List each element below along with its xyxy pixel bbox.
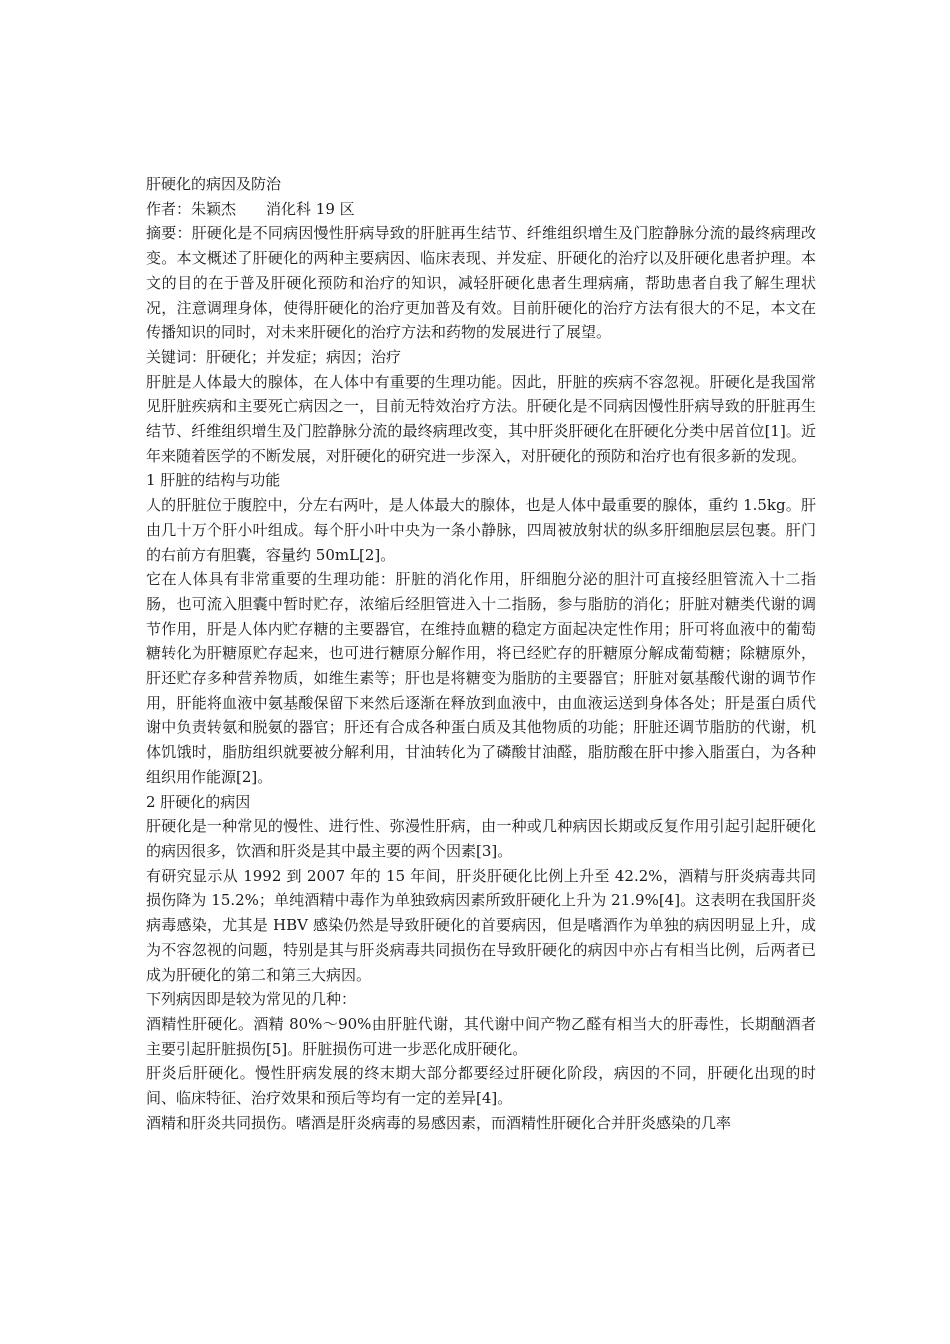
statistics-paragraph: 有研究显示从 1992 到 2007 年的 15 年间，肝炎肝硬化比例上升至 42.2%，酒精与肝炎病毒共同损伤降为 15.2%；单纯酒精中毒作为单独致病因素所致肝硬化上升为 21.9%[4]。这表明在我国肝炎病毒感染，尤其是 HBV 感染仍然是导致肝硬化的首要病因，但是嗜酒作为单独的病因明显上升，成为不容忽视的问题，特别是其与肝炎病毒共同损伤在导致肝硬化的病因中亦占有相当比例，后两者已成为肝硬化的第二和第三大病因。 — [146, 866, 816, 984]
author-name: 作者：朱颖杰 — [146, 199, 237, 218]
causes-intro-paragraph: 下列病因即是较为常见的几种： — [146, 990, 357, 1009]
cirrhosis-definition-paragraph: 肝硬化是一种常见的慢性、进行性、弥漫性肝病，由一种或几种病因长期或反复作用引起引起肝硬化的病因很多，饮酒和肝炎是其中最主要的两个因素[3]。 — [146, 817, 816, 860]
author-line — [146, 197, 816, 222]
liver-structure-paragraph: 人的肝脏位于腹腔中，分左右两叶，是人体最大的腺体，也是人体中最重要的腺体，重约 1.5kg。肝由几十万个肝小叶组成。每个肝小叶中央为一条小静脉，四周被放射状的纵多肝细胞层层包裹。肝门的右前方有胆囊，容量约 50mL[2]。 — [146, 496, 816, 564]
liver-function-paragraph: 它在人体具有非常重要的生理功能：肝脏的消化作用，肝细胞分泌的胆汁可直接经胆管流入十二指肠，也可流入胆囊中暂时贮存，浓缩后经胆管进入十二指肠，参与脂肪的消化；肝脏对糖类代谢的调节作用，肝是人体内贮存糖的主要器官，在维持血糖的稳定方面起决定性作用；肝可将血液中的葡萄糖转化为肝糖原贮存起来，也可进行糖原分解作用，将已经贮存的肝糖原分解成葡萄糖；除糖原外，肝还贮存多种营养物质，如维生素等；肝也是将糖变为脂肪的主要器官；肝脏对氨基酸代谢的调节作用，肝能将血液中氨基酸保留下来然后逐渐在释放到血液中，由血液运送到身体各处；肝是蛋白质代谢中负责转氨和脱氨的器官；肝还有合成各种蛋白质及其他物质的功能；肝脏还调节脂肪的代谢，机体饥饿时，脂肪组织就要被分解利用，甘油转化为了磷酸甘油醛，脂肪酸在肝中掺入脂蛋白，为各种组织用作能源[2]。 — [146, 570, 816, 786]
section-heading-1: 1 肝脏的结构与功能 — [146, 471, 281, 490]
intro-paragraph: 肝脏是人体最大的腺体，在人体中有重要的生理功能。因此，肝脏的疾病不容忽视。肝硬化是我国常见肝脏疾病和主要死亡病因之一，目前无特效治疗方法。肝硬化是不同病因慢性肝病导致的肝脏再生结节、纤维组织增生及门腔静脉分流的最终病理改变，其中肝炎肝硬化在肝硬化分类中居首位[1]。近年来随着医学的不断发展，对肝硬化的研究进一步深入，对肝硬化的预防和治疗也有很多新的发现。 — [146, 372, 816, 465]
document-title: 肝硬化的病因及防治 — [146, 175, 282, 193]
document-page — [146, 172, 816, 1135]
section-heading-2: 2 肝硬化的病因 — [146, 792, 251, 811]
abstract-paragraph: 摘要：肝硬化是不同病因慢性肝病导致的肝脏再生结节、纤维组织增生及门腔静脉分流的最终病理改变。本文概述了肝硬化的两种主要病因、临床表现、并发症、肝硬化的治疗以及肝硬化患者护理。本文的目的在于普及肝硬化预防和治疗的知识，减轻肝硬化患者生理病痛，帮助患者自我了解生理状况，注意调理身体，使得肝硬化的治疗更加普及有效。目前肝硬化的治疗方法有很大的不足，本文在传播知识的同时，对未来肝硬化的治疗方法和药物的发展进行了展望。 — [146, 224, 816, 342]
alcoholic-cirrhosis-paragraph: 酒精性肝硬化。酒精 80%～90%由肝脏代谢，其代谢中间产物乙醛有相当大的肝毒性，长期酗酒者主要引起肝脏损伤[5]。肝脏损伤可进一步恶化成肝硬化。 — [146, 1014, 816, 1058]
keywords-paragraph: 关键词：肝硬化；并发症；病因；治疗 — [146, 347, 402, 366]
combined-injury-paragraph: 酒精和肝炎共同损伤。嗜酒是肝炎病毒的易感因素，而酒精性肝硬化合并肝炎感染的几率 — [146, 1113, 732, 1132]
post-hepatitis-cirrhosis-paragraph: 肝炎后肝硬化。慢性肝病发展的终末期大部分都要经过肝硬化阶段，病因的不同，肝硬化出现的时间、临床特征、治疗效果和预后等均有一定的差异[4]。 — [146, 1064, 816, 1108]
author-department: 消化科 19 区 — [266, 199, 355, 218]
